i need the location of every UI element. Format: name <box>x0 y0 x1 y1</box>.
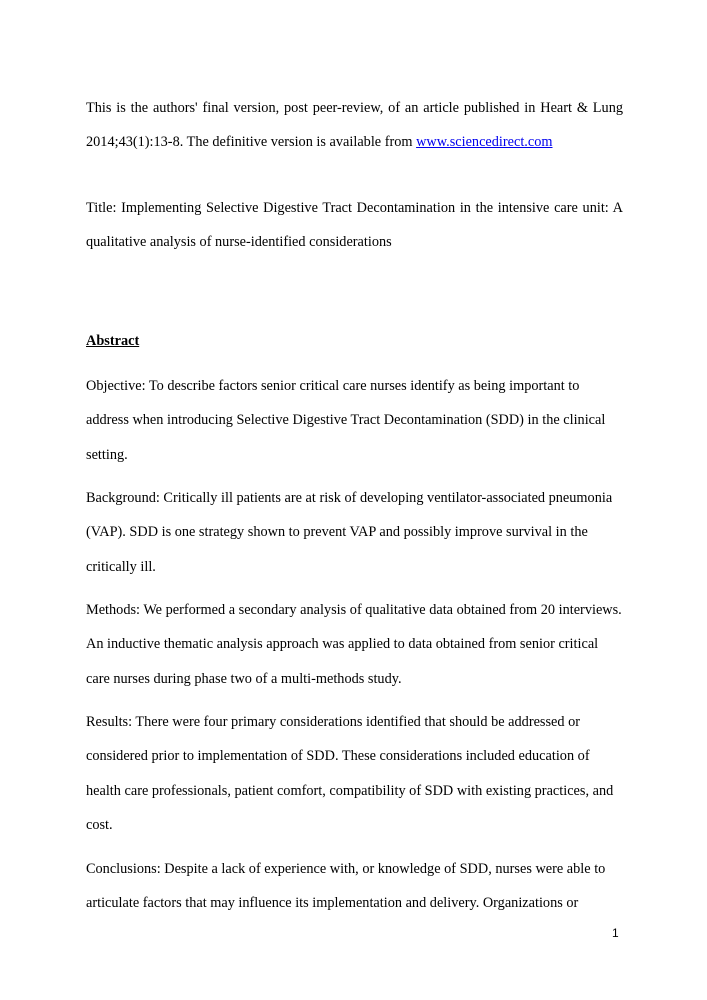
notice-text: 2014;43(1):13-8. The definitive version is available from <box>86 134 417 151</box>
text-line: (VAP). SDD is one strategy shown to prevent VAP and possibly improve survival in the <box>86 524 588 541</box>
text-line: Conclusions: Despite a lack of experience with, or knowledge of SDD, nurses were able to <box>86 861 606 877</box>
paragraph-background <box>86 481 623 584</box>
paragraph-conclusions <box>86 852 623 921</box>
sciencedirect-link[interactable]: www.sciencedirect.com <box>416 134 553 151</box>
text-line: Background: Critically ill patients are at risk of developing ventilator-associated pneumonia <box>86 490 613 506</box>
text-line: critically ill. <box>86 558 156 575</box>
text-line: care nurses during phase two of a multi-methods study. <box>86 670 402 687</box>
paragraph-objective <box>86 369 623 472</box>
title-line: qualitative analysis of nurse-identified considerations <box>86 234 392 251</box>
text-line: Methods: We performed a secondary analysis of qualitative data obtained from 20 interviews. <box>86 602 622 618</box>
abstract-heading: Abstract <box>86 333 140 349</box>
publication-notice <box>86 91 623 160</box>
text-line: articulate factors that may influence its implementation and delivery. Organizations or <box>86 895 579 912</box>
text-line: cost. <box>86 817 113 834</box>
text-line: Objective: To describe factors senior critical care nurses identify as being important to <box>86 378 580 394</box>
notice-line: This is the authors' final version, post peer-review, of an article published in Heart & Lung <box>86 100 623 116</box>
text-line: setting. <box>86 446 128 463</box>
paragraph-methods <box>86 593 623 696</box>
title-line: Title: Implementing Selective Digestive Tract Decontamination in the intensive care unit: A <box>86 200 623 216</box>
page-number: 1 <box>612 926 619 940</box>
text-line: An inductive thematic analysis approach was applied to data obtained from senior critical <box>86 636 599 653</box>
abstract-heading-block <box>86 324 623 358</box>
paragraph-results <box>86 705 623 843</box>
text-line: address when introducing Selective Digestive Tract Decontamination (SDD) in the clinical <box>86 412 606 429</box>
text-line: considered prior to implementation of SDD. These considerations included education of <box>86 748 590 765</box>
text-line: health care professionals, patient comfort, compatibility of SDD with existing practices, and <box>86 782 614 799</box>
text-line: Results: There were four primary considerations identified that should be addressed or <box>86 714 581 730</box>
article-title <box>86 191 623 260</box>
notice-line <box>86 125 623 159</box>
